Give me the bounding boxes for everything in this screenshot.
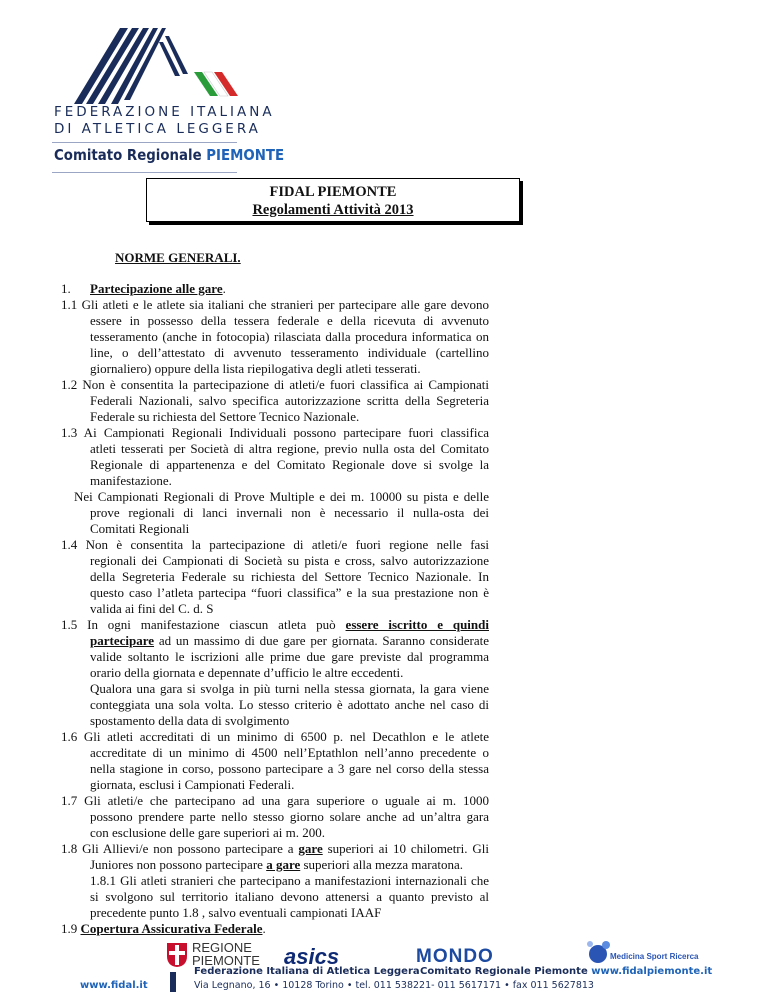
paragraph-1-5-line: orario della giornata e depennate d’ufficio le altre eccedenti. xyxy=(90,665,404,680)
paragraph-1-2-line: 1.2 Non è consentita la partecipazione di atleti/e fuori classifica ai Campionati xyxy=(61,377,489,392)
paragraph-1-3-line: Comitati Regionali xyxy=(90,521,190,536)
paragraph-1-6-line: giornata, esclusi i Campionati Federali. xyxy=(90,777,295,792)
paragraph-1-4-line: della Segreteria Federale su richiesta del Settore Tecnico Nazionale. In xyxy=(90,569,489,584)
piemonte-label: PIEMONTE xyxy=(192,953,260,968)
paragraph-1-3-line: Nei Campionati Regionali di Prove Multiple e dei m. 10000 su pista e delle xyxy=(74,489,489,504)
paragraph-1-7-line: 1.7 Gli atleti/e che partecipano ad una gara superiore o uguale ai m. 1000 xyxy=(61,793,489,808)
paragraph-1-9-title: Copertura Assicurativa Federale xyxy=(80,921,263,936)
paragraph-1-8-text: Juniores non possono partecipare xyxy=(90,857,267,872)
paragraph-1-3-line: Regionale di appartenenza e del Comitato Regionale dove si svolge la xyxy=(90,457,489,472)
paragraph-1-2-line: Federali Nazionali, salvo specifica autorizzazione scritta della Segreteria xyxy=(90,393,489,408)
paragraph-1-9-line xyxy=(61,921,266,937)
paragraph-1-8-text: superiori alla mezza maratona. xyxy=(300,857,464,872)
paragraph-1-2-line: Federale su richiesta del Settore Tecnico Nazionale. xyxy=(90,409,360,424)
paragraph-1-7-line: con esclusione delle gare superiori ai m. 200. xyxy=(90,825,326,840)
paragraph-1-7-line: possono prendere parte nello stesso giorno solare anche ad un’altra gara xyxy=(90,809,489,824)
paragraph-1-4-line: valida ai fini del C. d. S xyxy=(90,601,214,616)
comitato-prefix: Comitato Regionale xyxy=(54,146,207,164)
paragraph-1-1-line: 1.1 Gli atleti e le atlete sia italiani che stranieri per partecipare alle gare devono xyxy=(61,297,489,312)
paragraph-1-8-text: 1.8 Gli Allievi/e non possono partecipare a xyxy=(61,841,299,856)
paragraph-1-3-line: atleti tesserati per Società di altra regione, previo nulla osta del Comitato xyxy=(90,441,489,456)
paragraph-1-8-emphasis: a gare xyxy=(266,857,301,872)
regione-piemonte-logo xyxy=(192,941,260,967)
header-divider xyxy=(52,142,237,143)
federation-name-line2: DI ATLETICA LEGGERA xyxy=(54,121,261,137)
paragraph-1-9-dot: . xyxy=(262,921,266,936)
paragraph-1-1-line: giornaliero) oppure della lista riepilogativa degli atleti tesserati. xyxy=(90,361,421,376)
paragraph-1-8-line xyxy=(90,857,463,873)
comitato-divider xyxy=(52,172,237,173)
paragraph-1-5-emphasis: essere iscritto e quindi xyxy=(345,617,489,632)
item-1-number: 1. xyxy=(61,281,71,296)
item-1-heading xyxy=(90,281,226,297)
paragraph-1-1-line: tesseramento (anche in fotocopia) rilasciata dalla procedura informatica on xyxy=(90,329,489,344)
paragraph-1-5-line: conteggiata una sola volta. Lo stesso criterio è adottato anche nel caso di xyxy=(90,697,489,712)
mondo-logo: MONDO xyxy=(416,946,494,967)
comitato-regionale-label xyxy=(54,146,284,164)
paragraph-1-8-line xyxy=(61,841,489,857)
paragraph-1-6-line: 1.6 Gli atleti accreditati di un minimo di 6500 p. nel Decathlon e le atlete xyxy=(61,729,489,744)
footer-comitato xyxy=(420,966,712,977)
paragraph-1-5-text: 1.5 In ogni manifestazione ciascun atleta può xyxy=(61,617,346,632)
paragraph-1-6-line: accreditate di un minimo di 4500 nell’Eptathlon nell’anno precedente o xyxy=(90,745,489,760)
document-title: FIDAL PIEMONTE xyxy=(269,184,397,200)
paragraph-1-4-line: questo caso l’atleta partecipa “fuori classifica” e la sua prestazione non è xyxy=(90,585,489,600)
footer-color-bar xyxy=(170,972,176,992)
regione-label: REGIONE xyxy=(192,940,252,955)
paragraph-1-5-line: Qualora una gara si svolga in più turni nella stessa giornata, la gara viene xyxy=(90,681,489,696)
paragraph-1-5-emphasis: partecipare xyxy=(90,633,155,648)
item-1-title: Partecipazione alle gare xyxy=(90,281,223,296)
paragraph-1-5-line xyxy=(61,617,489,633)
paragraph-1-5-line: spostamento della data di svolgimento xyxy=(90,713,290,728)
paragraph-1-4-line: 1.4 Non è consentita la partecipazione di atleti/e fuori regione nelle fasi xyxy=(61,537,489,552)
paragraph-1-8-text: superiori ai 10 chilometri. Gli xyxy=(322,841,489,856)
document-title-box xyxy=(146,178,520,222)
paragraph-1-6-line: nella stagione in corso, possono partecipare a 3 gare nel corso della stessa xyxy=(90,761,489,776)
footer-fidal-website-link[interactable]: www.fidal.it xyxy=(80,980,148,991)
federation-name-line1: FEDERAZIONE ITALIANA xyxy=(54,104,275,120)
fidal-logo-icon xyxy=(52,28,242,104)
paragraph-1-8-1-line: si svolgono sul territorio italiano devono attenersi a quanto previsto al xyxy=(90,889,489,904)
paragraph-1-8-1-line: precedente punto 1.8 , salvo eventuali campionati IAAF xyxy=(90,905,382,920)
footer-address: Via Legnano, 16 • 10128 Torino • tel. 011 538221- 011 5617171 • fax 011 5627813 xyxy=(194,980,594,991)
paragraph-1-3-line: prove regionali di lanci invernali non è necessario il nulla-osta dei xyxy=(90,505,489,520)
paragraph-1-5-line: valide soltanto le iscrizioni alle prime due gare previste dal programma xyxy=(90,649,489,664)
item-1-dot: . xyxy=(222,281,226,296)
asics-logo: asics xyxy=(284,944,340,969)
footer-fidalpiemonte-link[interactable]: www.fidalpiemonte.it xyxy=(591,966,713,977)
footer-comitato-label: Comitato Regionale Piemonte xyxy=(420,966,592,977)
paragraph-1-5-line xyxy=(90,633,489,649)
document-subtitle: Regolamenti Attività 2013 xyxy=(252,202,414,218)
paragraph-1-5-text: ad un massimo di due gare per giornata. Saranno considerate xyxy=(154,633,489,648)
paragraph-1-8-1-line: 1.8.1 Gli atleti stranieri che partecipano a manifestazioni internazionali che xyxy=(90,873,489,888)
paragraph-1-9-number: 1.9 xyxy=(61,921,81,936)
paragraph-1-4-line: regionali dei Campionati di Società su pista e cross, salvo autorizzazione xyxy=(90,553,489,568)
paragraph-1-3-line: 1.3 Ai Campionati Regionali Individuali possono partecipare fuori classifica xyxy=(61,425,489,440)
footer-federation-name: Federazione Italiana di Atletica Leggera xyxy=(194,966,420,977)
regione-piemonte-shield-icon xyxy=(166,942,188,968)
section-title: NORME GENERALI. xyxy=(115,250,241,265)
paragraph-1-1-line: line, o dell’attestato di avvenuto tesseramento individuale (cartellino xyxy=(90,345,489,360)
paragraph-1-8-emphasis: gare xyxy=(298,841,323,856)
comitato-region: PIEMONTE xyxy=(206,146,285,164)
paragraph-1-3-line: manifestazione. xyxy=(90,473,172,488)
medicina-sport-ricerca-logo: Medicina Sport Ricerca xyxy=(610,952,699,961)
paragraph-1-1-line: essere in possesso della tessera federale e della ricevuta di avvenuto xyxy=(90,313,489,328)
